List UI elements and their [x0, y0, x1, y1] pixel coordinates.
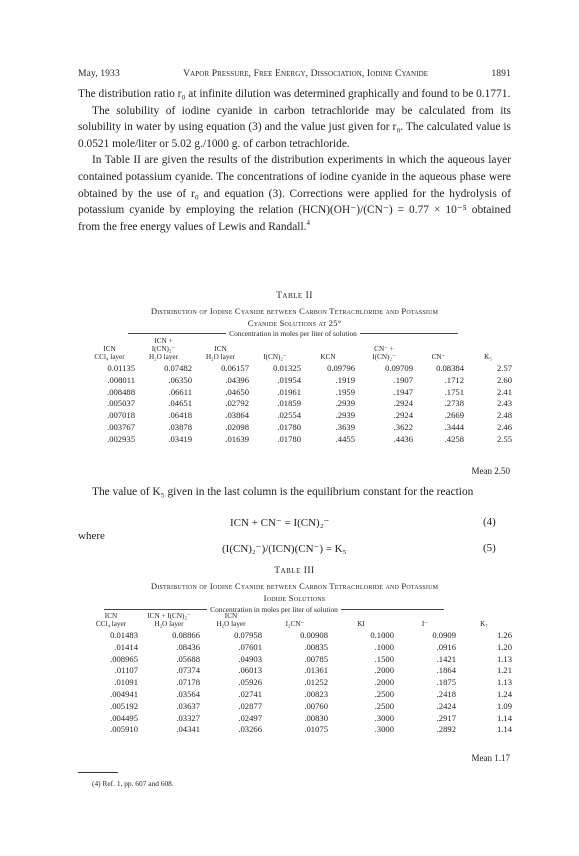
table-cell: .008011	[107, 374, 135, 385]
table-cell: .03327	[176, 712, 200, 723]
table-cell: .01954	[277, 374, 301, 385]
table-cell: 0.09709	[385, 363, 413, 373]
table-cell: .4455	[335, 433, 355, 444]
table-cell: .01091	[114, 677, 138, 688]
table-cell: .00830	[304, 712, 328, 723]
table-ii	[84, 337, 512, 446]
table-cell: .005192	[110, 700, 138, 711]
table-cell: 1.13	[496, 677, 512, 688]
table-iii-header-row	[84, 612, 512, 630]
table-cell: .005910	[110, 724, 138, 735]
table-cell: .1947	[393, 386, 413, 397]
header-text: CN⁻	[431, 353, 446, 361]
table-row	[84, 363, 512, 375]
table-row	[84, 689, 512, 701]
table-cell: 1.14	[496, 712, 512, 723]
table-cell: .01859	[277, 398, 301, 409]
table-cell: .06013	[238, 665, 262, 676]
header-text: K₅	[484, 353, 492, 361]
table-cell: .00835	[304, 641, 328, 652]
table-cell: 1.24	[496, 688, 512, 699]
table-cell: .03266	[238, 724, 262, 735]
table-cell: 0.09796	[327, 363, 355, 373]
header-text: ICN H₂O layer	[216, 612, 246, 628]
table-row	[84, 630, 512, 642]
paragraph-solubility: The solubility of iodine cyanide in carbon tetrachloride may be calculated from its solubility in water by using equation (3) and the value just given for r₀. The calculated value is 0.0521 mole/liter or 5.02 g./1000 g. of carbon tetrachloride.	[78, 104, 511, 150]
header-text: ICN CCl₄ layer	[95, 612, 127, 628]
table-cell: .03637	[176, 700, 200, 711]
table-cell: .3444	[444, 421, 464, 432]
table-cell: .4258	[444, 433, 464, 444]
table-iii-title: Table III	[274, 566, 315, 576]
table-cell: 0.00908	[300, 630, 328, 640]
table-ii-body	[84, 363, 512, 446]
where-text: where	[78, 530, 105, 542]
paragraph-table-ii-intro	[78, 152, 511, 235]
table-cell: .2000	[374, 665, 394, 676]
table-cell: .08436	[176, 641, 200, 652]
table-cell: 0.01135	[107, 363, 135, 373]
table-cell: .04650	[225, 386, 249, 397]
table-ii-caption	[78, 305, 511, 329]
table-ii-header-kcn	[301, 337, 355, 363]
table-cell: 0.01325	[273, 363, 301, 373]
table-iii-caption-line-2: Iodide Solutions	[263, 593, 326, 603]
table-cell: 2.57	[496, 363, 512, 373]
table-iii-header-ki	[328, 612, 394, 630]
table-cell: .04903	[238, 653, 262, 664]
table-cell: .05688	[176, 653, 200, 664]
table-cell: .02098	[225, 421, 249, 432]
table-ii-concentration-label: Concentration in moles per liter of solution	[229, 329, 357, 338]
table-cell: .05926	[238, 677, 262, 688]
table-cell: 1.14	[496, 724, 512, 735]
equation-4: ICN + CN⁻ = I(CN)₂⁻	[230, 517, 330, 529]
table-cell: .1000	[374, 641, 394, 652]
table-cell: .04651	[168, 398, 192, 409]
table-cell: .3000	[374, 712, 394, 723]
table-cell: .1500	[374, 653, 394, 664]
equation-5: (I(CN)₂⁻)/(ICN)(CN⁻) = K₅	[222, 543, 347, 555]
page-number: 1891	[491, 68, 511, 79]
table-cell: .1907	[393, 374, 413, 385]
table-cell: .4436	[393, 433, 413, 444]
table-cell: .2500	[374, 688, 394, 699]
table-cell: 0.07482	[164, 363, 192, 373]
table-ii-header-cn-total	[355, 337, 413, 363]
table-cell: 2.43	[496, 398, 512, 409]
table-row	[84, 654, 512, 666]
table-cell: .004941	[110, 688, 138, 699]
table-cell: .01961	[277, 386, 301, 397]
table-cell: .01107	[114, 665, 138, 676]
table-iii-caption-line-1: Distribution of Iodine Cyanide between Carbon Tetrachloride and Potassium	[150, 581, 439, 591]
table-cell: .2669	[444, 410, 464, 421]
table-cell: .02792	[225, 398, 249, 409]
table-row	[84, 398, 512, 410]
table-row	[84, 375, 512, 387]
table-cell: .1875	[436, 677, 456, 688]
table-iii-caption	[78, 580, 511, 604]
table-cell: .02497	[238, 712, 262, 723]
table-cell: 1.09	[496, 700, 512, 711]
table-cell: 0.01483	[110, 630, 138, 640]
header-text: CN⁻ + I(CN)₂⁻	[372, 345, 396, 361]
table-iii-header-iodide	[394, 612, 456, 630]
table-cell: .008488	[107, 386, 135, 397]
table-cell: .2738	[444, 398, 464, 409]
header-text: ICN + I(CN)₂⁻ H₂O layer	[148, 337, 179, 361]
body-text-top	[78, 86, 511, 235]
running-head-date: May, 1933	[78, 68, 120, 79]
paragraph-table-ii-text: In Table II are given the results of the distribution experiments in which the aqueous layer contained potassium cyanide. The concentrations of iodine cyanide in the aqueous phase were obtained by the use of r₀ and equation (3). Corrections were applied for the hydrolysis of potassium cyanide by employing the relation (HCN)(OH⁻)/(CN⁻) = 0.77 × 10⁻⁵ obtained from the free energy values of Lewis and Randall.	[78, 154, 511, 233]
table-cell: .2939	[335, 410, 355, 421]
footnote-4: (4) Ref. 1, pp. 607 and 608.	[92, 779, 174, 788]
table-cell: 0.0909	[432, 630, 456, 640]
table-cell: .2924	[393, 410, 413, 421]
table-cell: .1421	[436, 653, 456, 664]
table-cell: .2939	[335, 398, 355, 409]
table-cell: .003767	[107, 421, 135, 432]
table-cell: 0.1000	[370, 630, 394, 640]
table-cell: .01075	[304, 724, 328, 735]
equation-4-number: (4)	[483, 516, 496, 528]
table-cell: .2418	[436, 688, 456, 699]
table-row	[84, 665, 512, 677]
header-text: KI	[357, 620, 365, 628]
table-ii-header-icn-total-h2o	[135, 337, 192, 363]
table-iii-span-rule-right	[341, 609, 444, 610]
table-iii-header-i2cn	[262, 612, 328, 630]
table-cell: .2892	[436, 724, 456, 735]
table-cell: 2.41	[496, 386, 512, 397]
table-cell: 1.26	[496, 630, 512, 640]
body-text-middle	[78, 484, 511, 501]
table-cell: .01252	[304, 677, 328, 688]
table-iii-concentration-label: Concentration in moles per liter of solution	[210, 605, 338, 614]
table-ii-header-k5	[464, 337, 512, 363]
table-cell: .00823	[304, 688, 328, 699]
table-cell: .002935	[107, 433, 135, 444]
header-text: K₇	[480, 620, 488, 628]
table-iii-header-icn-h2o	[200, 612, 262, 630]
equation-5-number: (5)	[483, 542, 496, 554]
table-iii-header-icn-total-h2o	[138, 612, 200, 630]
table-cell: .07374	[176, 665, 200, 676]
table-cell: 1.20	[496, 641, 512, 652]
table-ii-span-rule-right	[360, 333, 458, 334]
table-row	[84, 677, 512, 689]
table-cell: 0.08384	[436, 363, 464, 373]
table-cell: .02554	[277, 410, 301, 421]
table-cell: .04396	[225, 374, 249, 385]
table-iii-mean: Mean 1.17	[471, 753, 510, 763]
table-cell: .03878	[168, 421, 192, 432]
table-cell: .2000	[374, 677, 394, 688]
header-text: ICN CCl₄ layer	[94, 345, 125, 361]
table-cell: .01780	[277, 421, 301, 432]
table-cell: 2.46	[496, 421, 512, 432]
header-text: I₂CN⁻	[285, 620, 305, 628]
table-cell: .04341	[176, 724, 200, 735]
table-cell: 1.21	[496, 665, 512, 676]
table-cell: .03564	[176, 688, 200, 699]
table-iii-header-icn-ccl4	[84, 612, 138, 630]
table-cell: .1919	[335, 374, 355, 385]
running-head-title: Vapor Pressure, Free Energy, Dissociation, Iodine Cyanide	[183, 68, 429, 79]
running-head	[78, 68, 511, 79]
table-cell: .005037	[107, 398, 135, 409]
table-row	[84, 410, 512, 422]
table-iii-header-k7	[456, 612, 512, 630]
table-cell: .01780	[277, 433, 301, 444]
table-cell: .03864	[225, 410, 249, 421]
header-text: KCN	[320, 353, 336, 361]
table-cell: .06611	[168, 386, 192, 397]
table-ii-caption-line-2: Cyanide Solutions at 25°	[247, 318, 342, 328]
table-cell: .00760	[304, 700, 328, 711]
table-cell: .2424	[436, 700, 456, 711]
table-cell: .008965	[110, 653, 138, 664]
table-cell: .00785	[304, 653, 328, 664]
header-text: I⁻	[421, 620, 429, 628]
table-ii-header-icn2	[249, 337, 301, 363]
table-ii-span-rule-left	[128, 333, 226, 334]
table-iii-span-rule-left	[104, 609, 207, 610]
table-cell: .06350	[168, 374, 192, 385]
table-ii-title: Table II	[276, 291, 313, 301]
table-iii	[84, 612, 512, 736]
table-ii-caption-line-1: Distribution of Iodine Cyanide between Carbon Tetrachloride and Potassium	[150, 306, 439, 316]
table-cell: .2924	[393, 398, 413, 409]
table-cell: 2.60	[496, 374, 512, 385]
table-cell: .07178	[176, 677, 200, 688]
table-ii-header-icn-ccl4	[84, 337, 135, 363]
table-cell: .1751	[444, 386, 464, 397]
table-cell: 0.08866	[172, 630, 200, 640]
table-cell: .06418	[168, 410, 192, 421]
table-iii-body	[84, 630, 512, 736]
table-cell: .01361	[304, 665, 328, 676]
paragraph-distribution-ratio: The distribution ratio r₀ at infinite dilution was determined graphically and found to be 0.1771.	[78, 88, 511, 100]
table-cell: .3639	[335, 421, 355, 432]
table-row	[84, 701, 512, 713]
table-row	[84, 434, 512, 446]
table-cell: 0.07958	[234, 630, 262, 640]
footnote-ref-4: 4	[306, 218, 310, 227]
table-cell: .01414	[114, 641, 138, 652]
table-cell: .03419	[168, 433, 192, 444]
table-row	[84, 724, 512, 736]
header-text: I(CN)₂⁻	[263, 353, 287, 361]
table-cell: .007018	[107, 410, 135, 421]
table-cell: .3000	[374, 724, 394, 735]
table-cell: .07601	[238, 641, 262, 652]
footnote-rule	[78, 772, 118, 773]
table-ii-mean: Mean 2.50	[471, 466, 510, 476]
table-cell: 2.55	[496, 433, 512, 444]
table-ii-header-cn	[413, 337, 464, 363]
table-cell: .0916	[436, 641, 456, 652]
table-cell: 1.13	[496, 653, 512, 664]
table-cell: .01639	[225, 433, 249, 444]
header-text: ICN + I(CN)₂⁻ H₂O layer	[147, 612, 191, 628]
header-text: ICN H₂O layer	[205, 345, 236, 361]
table-cell: .004495	[110, 712, 138, 723]
table-cell: 0.06157	[221, 363, 249, 373]
table-row	[84, 387, 512, 399]
table-ii-header-row	[84, 337, 512, 363]
table-cell: 2.48	[496, 410, 512, 421]
table-row	[84, 422, 512, 434]
table-cell: .2500	[374, 700, 394, 711]
table-cell: .02741	[238, 688, 262, 699]
paragraph-k5: The value of K₅ given in the last column is the equilibrium constant for the reaction	[92, 486, 474, 498]
table-cell: .1712	[444, 374, 464, 385]
table-cell: .02877	[238, 700, 262, 711]
table-cell: .1864	[436, 665, 456, 676]
table-cell: .1959	[335, 386, 355, 397]
table-row	[84, 713, 512, 725]
table-cell: .2917	[436, 712, 456, 723]
table-cell: .3622	[393, 421, 413, 432]
table-row	[84, 642, 512, 654]
table-ii-header-icn-h2o	[192, 337, 249, 363]
